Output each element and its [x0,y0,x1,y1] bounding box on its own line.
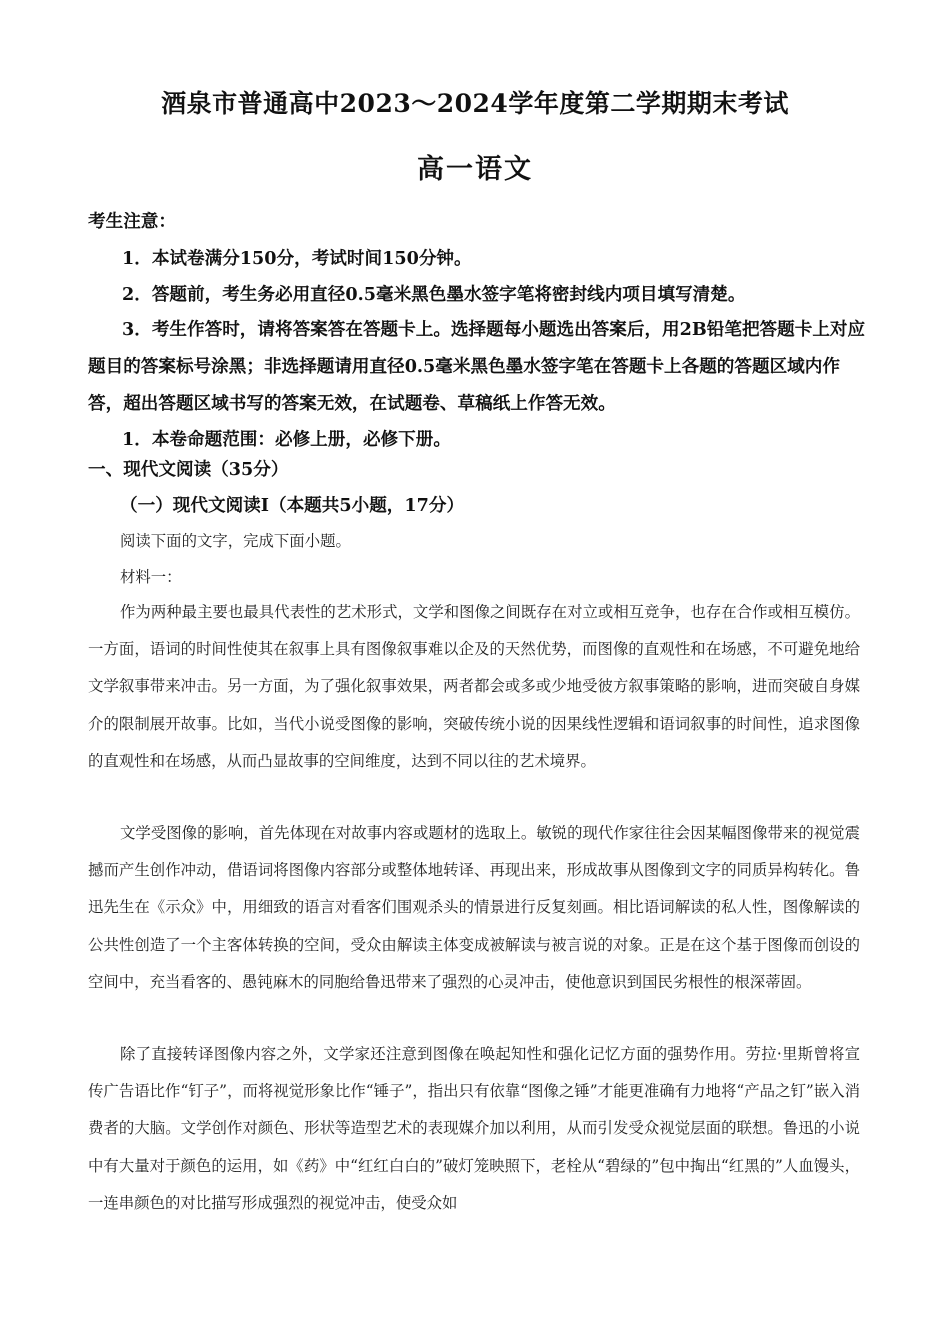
reading-instruction: 阅读下面的文字，完成下面小题。 [120,532,351,550]
reading-paragraph: 文学受图像的影响，首先体现在对故事内容或题材的选取上。敏锐的现代作家往往会因某幅图像带来的视觉震撼而产生创作冲动，借语词将图像内容部分或整体地转译、再现出来，形成故事从图像到文字的同质异构转化。鲁迅先生在《示众》中，用细致的语言对看客们围观杀头的情景进行反复刻画。相比语词解读的私人性，图像解读的公共性创造了一个主客体转换的空间，受众由解读主体变成被解读与被言说的对象。正是在这个基于图像而创设的空间中，充当看客的、愚钝麻木的同胞给鲁迅带来了强烈的心灵冲击，使他意识到国民劣根性的根深蒂固。 [88,824,860,991]
exam-title: 酒泉市普通高中2023～2024学年度第二学期期末考试 [161,89,789,118]
section-title: 一、现代文阅读（35分） [88,459,289,480]
subject-title: 高一语文 [417,154,533,185]
notice-item: 1．本卷命题范围：必修上册，必修下册。 [122,429,451,450]
notice-item: 3．考生作答时，请将答案答在答题卡上。选择题每小题选出答案后，用2B铅笔把答题卡上对应题目的答案标号涂黑；非选择题请用直径0.5毫米黑色墨水签字笔在答题卡上各题的答题区域内作答，超出答题区域书写的答案无效，在试题卷、草稿纸上作答无效。 [88,319,866,414]
subsection-title: （一）现代文阅读Ⅰ（本题共5小题，17分） [120,495,465,516]
material-label: 材料一： [120,568,182,586]
notice-item: 1．本试卷满分150分，考试时间150分钟。 [122,248,472,269]
reading-paragraph: 除了直接转译图像内容之外，文学家还注意到图像在唤起知性和强化记忆方面的强势作用。劳拉·里斯曾将宣传广告语比作“钉子”，而将视觉形象比作“锤子”，指出只有依靠“图像之锤”才能更准确有力地将“产品之钉”嵌入消费者的大脑。文学创作对颜色、形状等造型艺术的表现媒介加以利用，从而引发受众视觉层面的联想。鲁迅的小说中有大量对于颜色的运用，如《药》中“红红白白的”破灯笼映照下，老栓从“碧绿的”包中掏出“红黑的”人血馒头，一连串颜色的对比描写形成强烈的视觉冲击，使受众如 [88,1045,860,1212]
notice-item: 2．答题前，考生务必用直径0.5毫米黑色墨水签字笔将密封线内项目填写清楚。 [122,284,746,305]
reading-paragraph: 作为两种最主要也最具代表性的艺术形式，文学和图像之间既存在对立或相互竞争，也存在合作或相互模仿。一方面，语词的时间性使其在叙事上具有图像叙事难以企及的天然优势，而图像的直观性和在场感，不可避免地给文学叙事带来冲击。另一方面，为了强化叙事效果，两者都会或多或少地受彼方叙事策略的影响，进而突破自身媒介的限制展开故事。比如，当代小说受图像的影响，突破传统小说的因果线性逻辑和语词叙事的时间性，追求图像的直观性和在场感，从而凸显故事的空间维度，达到不同以往的艺术境界。 [88,603,860,770]
notice-heading: 考生注意： [88,211,176,232]
